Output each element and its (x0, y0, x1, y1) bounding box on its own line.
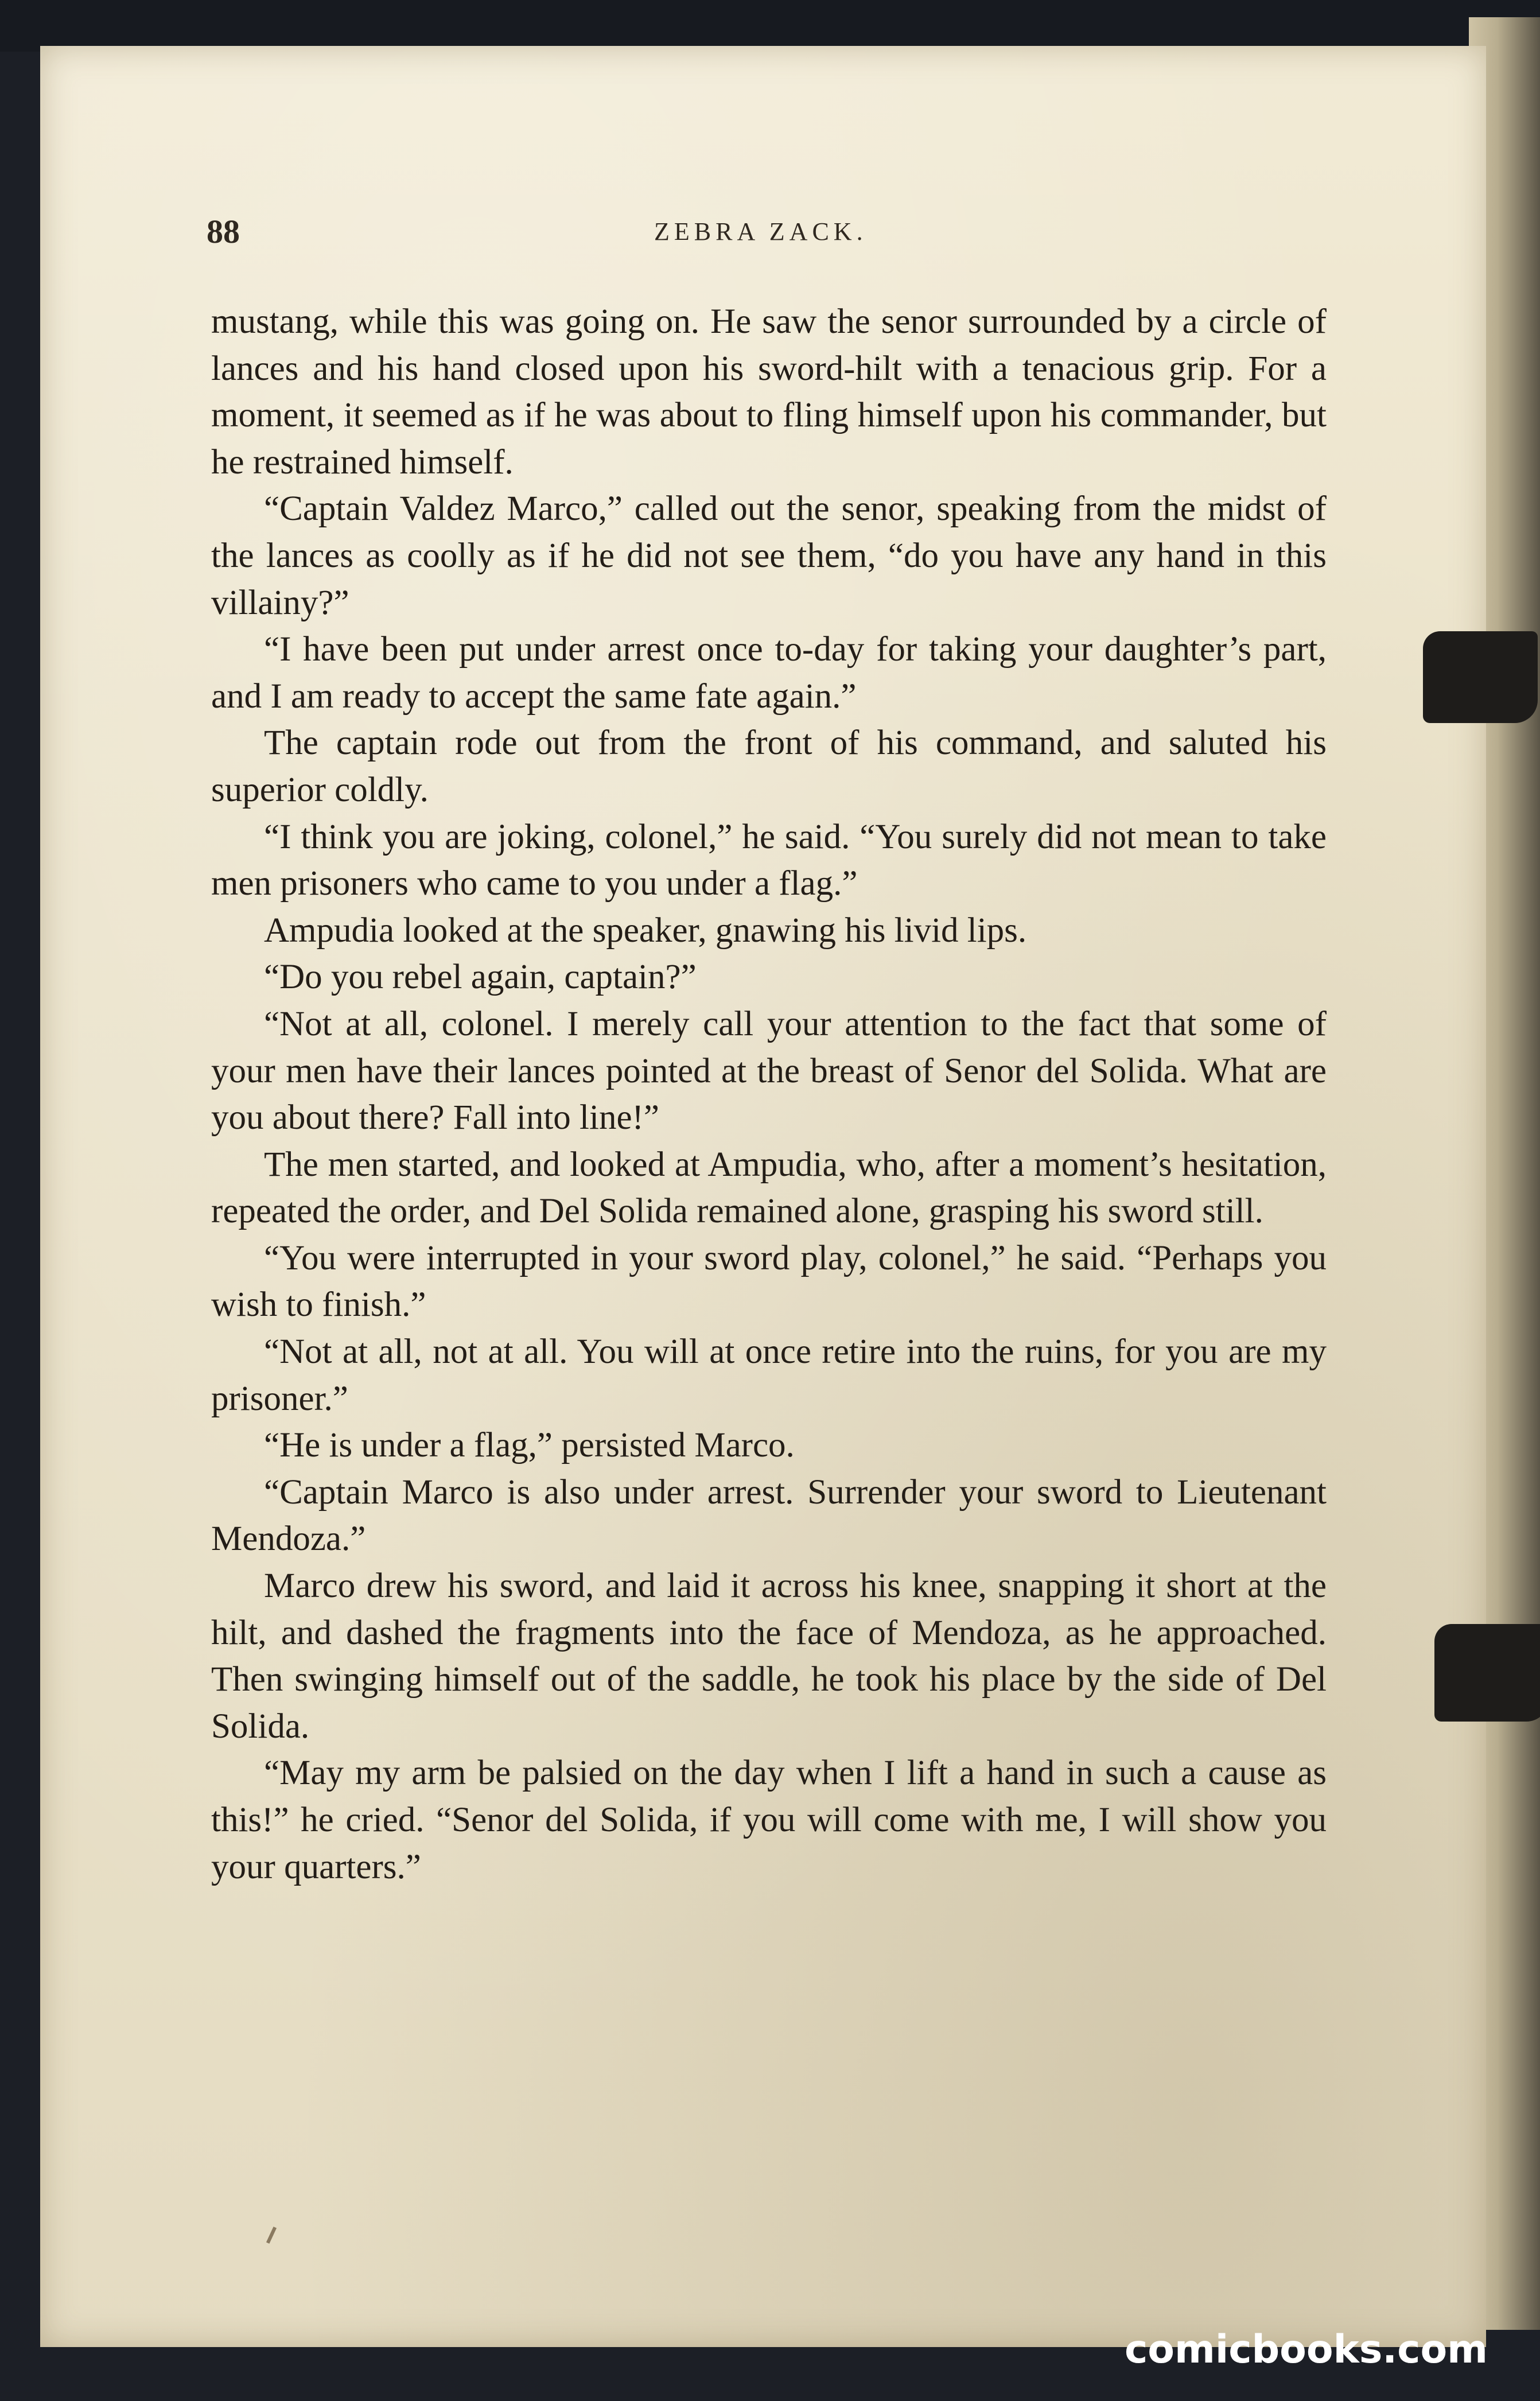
paragraph: “I think you are joking, colonel,” he said. “You surely did not mean to take men prisoners who came to you under a flag.” (211, 817, 1327, 903)
paragraph: “Not at all, not at all. You will at once retire into the ruins, for you are my prisoner.” (211, 1332, 1327, 1418)
binding-hole-upper (1423, 631, 1538, 723)
body-text (211, 298, 1327, 1890)
paragraph: “May my arm be palsied on the day when I lift a hand in such a cause as this!” he cried. “Senor del Solida, if you will come with me, I will show you your quarters.” (211, 1754, 1327, 1886)
paragraph: “Captain Valdez Marco,” called out the senor, speaking from the midst of the lances as coolly as if he did not see them, “do you have any hand in this villainy?” (211, 489, 1327, 622)
binding-hole-lower (1434, 1624, 1540, 1722)
paragraph: The men started, and looked at Ampudia, who, after a moment’s hesitation, repeated the order, and Del Solida remained alone, grasping his sword still. (211, 1145, 1327, 1231)
paragraph: “You were interrupted in your sword play, colonel,” he said. “Perhaps you wish to finish.” (211, 1238, 1327, 1324)
paragraph: “Do you rebel again, captain?” (264, 958, 697, 997)
paragraph: The captain rode out from the front of his command, and saluted his superior coldly. (211, 724, 1327, 809)
paragraph: “Not at all, colonel. I merely call your attention to the fact that some of your men have their lances pointed at the breast of Senor del Solida. What are you about there? Fall into line!” (211, 1004, 1327, 1137)
watermark: comicbooks.com (1125, 2327, 1488, 2372)
paragraph: “Captain Marco is also under arrest. Surrender your sword to Lieutenant Mendoza.” (211, 1473, 1327, 1559)
backdrop (0, 0, 1540, 52)
paragraph: “He is under a flag,” persisted Marco. (264, 1426, 795, 1465)
paragraph: Ampudia looked at the speaker, gnawing his livid lips. (264, 911, 1027, 950)
paragraph: “I have been put under arrest once to-day for taking your daughter’s part, and I am ready to accept the same fate again.” (211, 630, 1327, 716)
running-head (207, 212, 1331, 252)
page-number: 88 (207, 213, 240, 250)
book-title: ZEBRA ZACK. (654, 217, 868, 246)
paragraph: Marco drew his sword, and laid it across his knee, snapping it short at the hilt, and dashed the fragments into the face of Mendoza, as he approached. Then swinging himself out of the saddle, he took his place by the side of Del Solida. (211, 1567, 1327, 1746)
paragraph: mustang, while this was going on. He saw the senor surrounded by a circle of lances and his hand closed upon his sword-hilt with a tenacious grip. For a moment, it seemed as if he was about to fling himself upon his commander, but he restrained himself. (211, 302, 1327, 481)
